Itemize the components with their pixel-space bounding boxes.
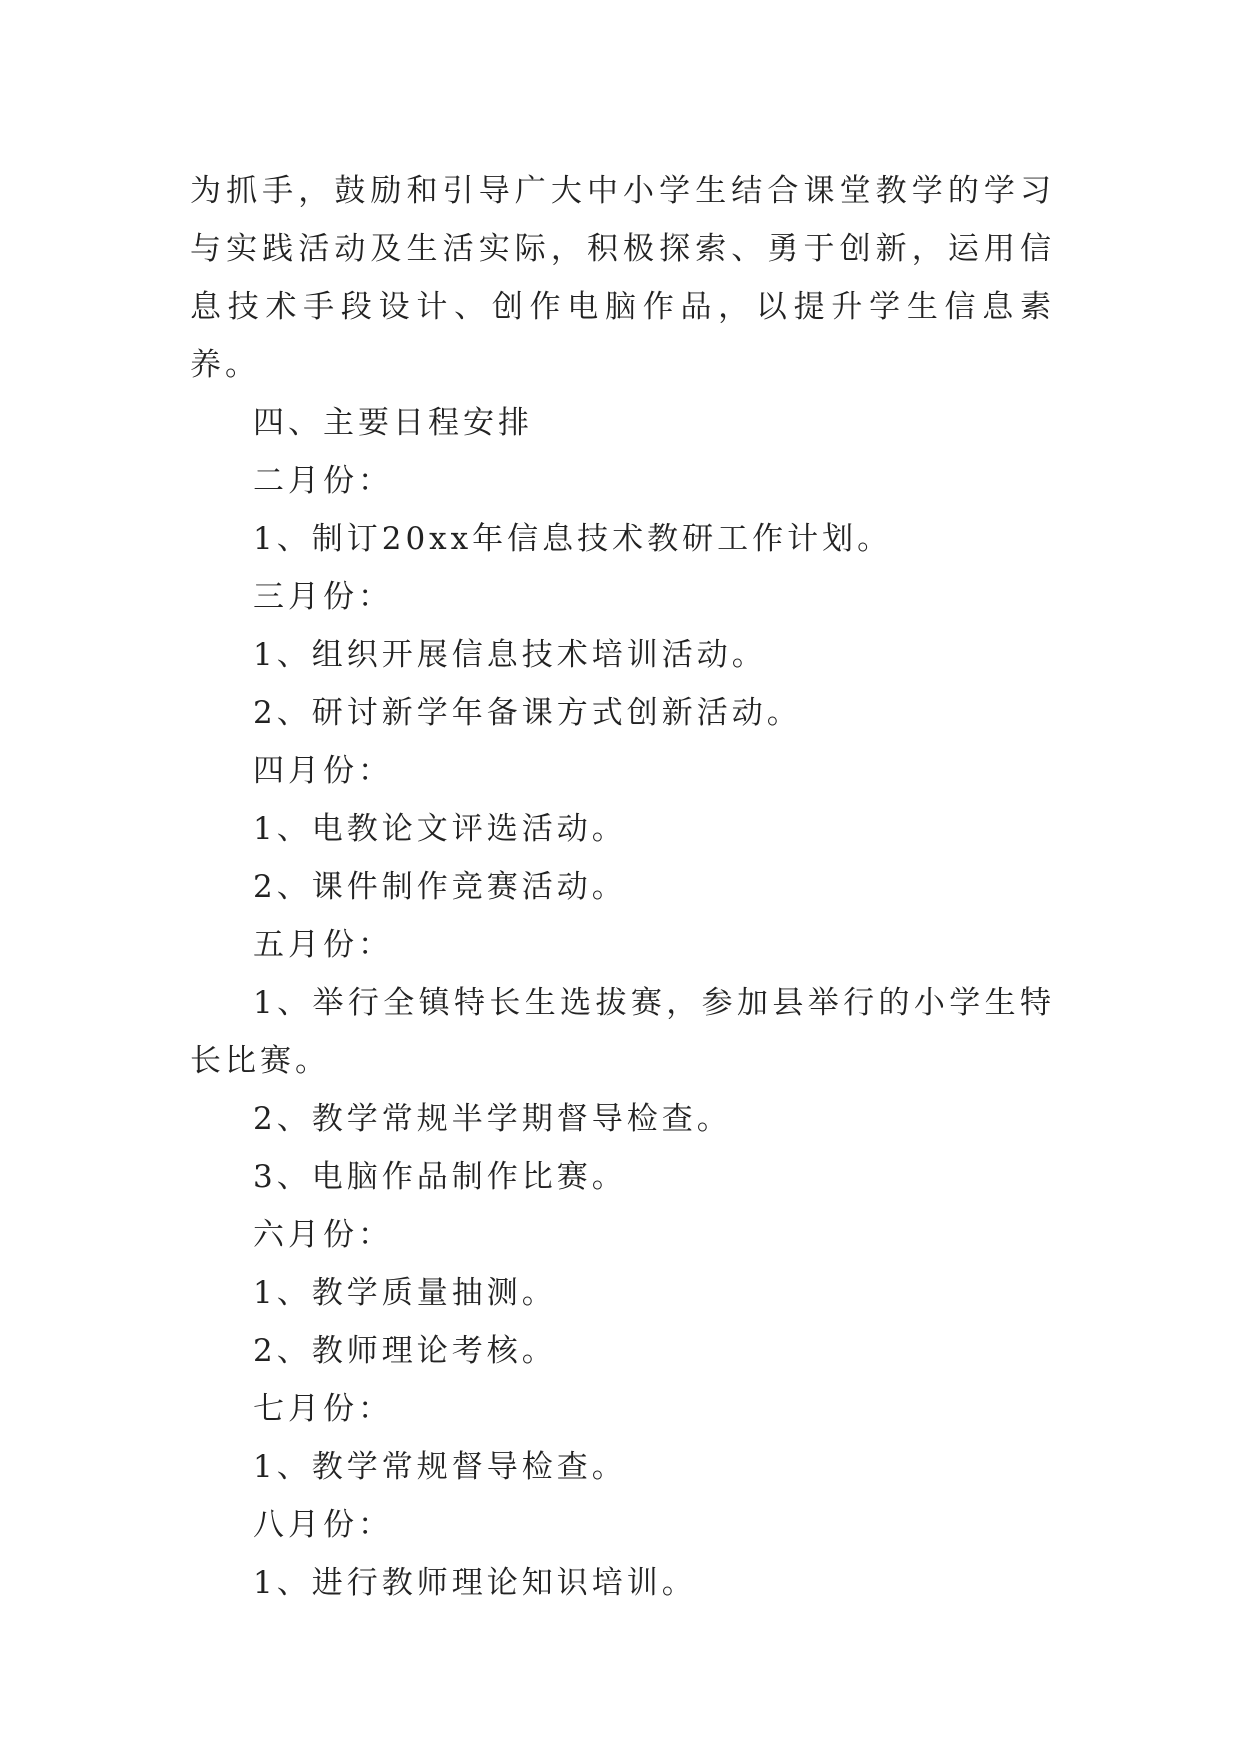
month-heading-july: 七月份：: [253, 1391, 393, 1427]
month-heading-june: 六月份：: [253, 1217, 393, 1253]
month-heading-february: 二月份：: [253, 463, 393, 499]
list-item: 1、进行教师理论知识培训。: [253, 1565, 697, 1601]
month-heading-may: 五月份：: [253, 927, 393, 963]
list-item: 3、电脑作品制作比赛。: [253, 1159, 627, 1195]
list-item: 1、教学常规督导检查。: [253, 1449, 627, 1485]
list-item: 1、组织开展信息技术培训活动。: [253, 637, 767, 673]
list-item: 1、制订20xx年信息技术教研工作计划。: [253, 521, 893, 557]
month-heading-april: 四月份：: [253, 753, 393, 789]
list-item: 2、课件制作竞赛活动。: [253, 869, 627, 905]
list-item: 1、举行全镇特长生选拔赛，参加县举行的小学生特长比赛。: [190, 985, 1055, 1079]
month-heading-august: 八月份：: [253, 1507, 393, 1543]
document-body: [190, 162, 1055, 1612]
list-item: 1、教学质量抽测。: [253, 1275, 557, 1311]
section-heading-schedule: 四、主要日程安排: [253, 405, 533, 441]
list-item: 2、教学常规半学期督导检查。: [253, 1101, 732, 1137]
month-heading-march: 三月份：: [253, 579, 393, 615]
list-item: 2、教师理论考核。: [253, 1333, 557, 1369]
intro-paragraph: 为抓手，鼓励和引导广大中小学生结合课堂教学的学习与实践活动及生活实际，积极探索、勇于创新，运用信息技术手段设计、创作电脑作品，以提升学生信息素养。: [190, 173, 1055, 383]
list-item: 1、电教论文评选活动。: [253, 811, 627, 847]
list-item: 2、研讨新学年备课方式创新活动。: [253, 695, 802, 731]
